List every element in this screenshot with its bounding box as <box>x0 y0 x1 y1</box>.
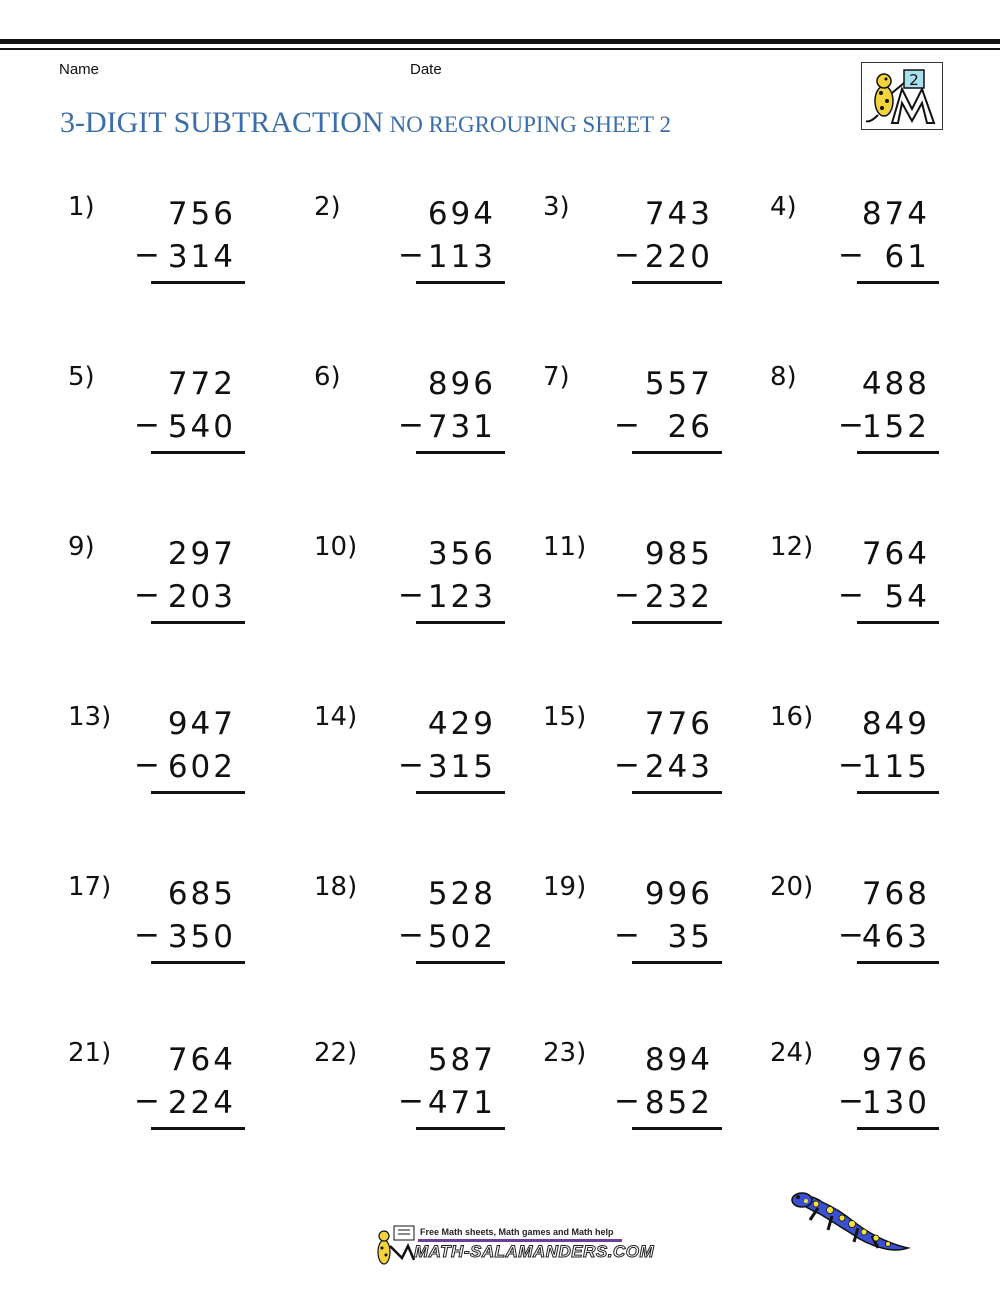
subtrahend: 26 <box>667 409 713 445</box>
header-rule-thin <box>0 48 1000 50</box>
subtrahend: 540 <box>167 409 236 445</box>
minuend: 694 <box>427 196 496 232</box>
problem-number: 2) <box>314 192 341 222</box>
problem-number: 16) <box>770 702 814 732</box>
minus-sign: − <box>398 747 424 783</box>
name-label: Name <box>59 61 100 78</box>
problem-24 <box>0 1038 1000 1148</box>
subtrahend: 315 <box>427 749 496 785</box>
minuend: 764 <box>861 536 930 572</box>
minuend: 764 <box>167 1042 236 1078</box>
logo-badge-number: 2 <box>909 71 919 89</box>
problem-number: 8) <box>770 362 797 392</box>
footer-site-link[interactable]: MATH-SALAMANDERS.COM <box>414 1242 655 1261</box>
minuend: 894 <box>644 1042 713 1078</box>
minuend: 587 <box>427 1042 496 1078</box>
problem-number: 4) <box>770 192 797 222</box>
minus-sign: − <box>398 917 424 953</box>
minus-sign: − <box>398 1083 424 1119</box>
date-label: Date <box>410 61 442 78</box>
problem-number: 20) <box>770 872 814 902</box>
minuend: 874 <box>861 196 930 232</box>
problem-20 <box>0 872 1000 982</box>
minus-sign: − <box>838 577 864 613</box>
minuend: 297 <box>167 536 236 572</box>
minus-sign: − <box>134 1083 160 1119</box>
minus-sign: − <box>838 237 864 273</box>
subtrahend: 224 <box>167 1085 236 1121</box>
subtrahend: 113 <box>427 239 496 275</box>
answer-line <box>857 451 939 454</box>
problem-12 <box>0 532 1000 642</box>
problem-number: 18) <box>314 872 358 902</box>
subtrahend: 232 <box>644 579 713 615</box>
problem-8 <box>0 362 1000 472</box>
subtrahend: 152 <box>861 409 930 445</box>
problem-number: 10) <box>314 532 358 562</box>
problem-number: 15) <box>543 702 587 732</box>
subtrahend: 314 <box>167 239 236 275</box>
minuend: 528 <box>427 876 496 912</box>
problem-number: 1) <box>68 192 95 222</box>
problem-number: 12) <box>770 532 814 562</box>
salamander-mascot-icon <box>788 1188 912 1260</box>
problem-number: 22) <box>314 1038 358 1068</box>
answer-line <box>857 281 939 284</box>
subtrahend: 123 <box>427 579 496 615</box>
subtrahend: 203 <box>167 579 236 615</box>
header-rule-thick <box>0 39 1000 44</box>
subtrahend: 130 <box>861 1085 930 1121</box>
problem-number: 13) <box>68 702 112 732</box>
minus-sign: − <box>614 577 640 613</box>
minuend: 685 <box>167 876 236 912</box>
subtrahend: 115 <box>861 749 930 785</box>
subtrahend: 471 <box>427 1085 496 1121</box>
minus-sign: − <box>838 1083 864 1119</box>
minus-sign: − <box>134 407 160 443</box>
subtrahend: 61 <box>884 239 930 275</box>
subtrahend: 54 <box>884 579 930 615</box>
minuend: 356 <box>427 536 496 572</box>
problem-number: 6) <box>314 362 341 392</box>
answer-line <box>857 621 939 624</box>
subtrahend: 243 <box>644 749 713 785</box>
problem-16 <box>0 702 1000 812</box>
problem-number: 14) <box>314 702 358 732</box>
problem-number: 19) <box>543 872 587 902</box>
problem-number: 17) <box>68 872 112 902</box>
minuend: 756 <box>167 196 236 232</box>
subtrahend: 220 <box>644 239 713 275</box>
problem-number: 24) <box>770 1038 814 1068</box>
minuend: 996 <box>644 876 713 912</box>
footer-tagline: Free Math sheets, Math games and Math help <box>420 1227 614 1237</box>
minus-sign: − <box>614 1083 640 1119</box>
problem-number: 7) <box>543 362 570 392</box>
minuend: 488 <box>861 366 930 402</box>
subtrahend: 502 <box>427 919 496 955</box>
minus-sign: − <box>134 577 160 613</box>
minus-sign: − <box>614 237 640 273</box>
minus-sign: − <box>398 577 424 613</box>
minuend: 896 <box>427 366 496 402</box>
answer-line <box>857 961 939 964</box>
minuend: 429 <box>427 706 496 742</box>
salamander-logo-icon <box>861 62 943 130</box>
problem-4 <box>0 192 1000 302</box>
title-sub: NO REGROUPING SHEET 2 <box>389 112 671 137</box>
minuend: 947 <box>167 706 236 742</box>
minus-sign: − <box>398 237 424 273</box>
problem-number: 5) <box>68 362 95 392</box>
minus-sign: − <box>134 237 160 273</box>
minus-sign: − <box>134 917 160 953</box>
minuend: 772 <box>167 366 236 402</box>
minuend: 768 <box>861 876 930 912</box>
problem-number: 11) <box>543 532 587 562</box>
minus-sign: − <box>398 407 424 443</box>
minuend: 985 <box>644 536 713 572</box>
problem-number: 21) <box>68 1038 112 1068</box>
minuend: 849 <box>861 706 930 742</box>
title-main: 3-DIGIT SUBTRACTION <box>60 106 384 139</box>
minus-sign: − <box>134 747 160 783</box>
answer-line <box>857 791 939 794</box>
minus-sign: − <box>838 407 864 443</box>
minus-sign: − <box>614 747 640 783</box>
minus-sign: − <box>838 917 864 953</box>
minuend: 976 <box>861 1042 930 1078</box>
minuend: 557 <box>644 366 713 402</box>
minus-sign: − <box>838 747 864 783</box>
subtrahend: 35 <box>667 919 713 955</box>
subtrahend: 731 <box>427 409 496 445</box>
subtrahend: 463 <box>861 919 930 955</box>
subtrahend: 350 <box>167 919 236 955</box>
minus-sign: − <box>614 407 640 443</box>
problem-number: 9) <box>68 532 95 562</box>
subtrahend: 602 <box>167 749 236 785</box>
subtrahend: 852 <box>644 1085 713 1121</box>
minuend: 743 <box>644 196 713 232</box>
problem-number: 3) <box>543 192 570 222</box>
minus-sign: − <box>614 917 640 953</box>
problem-number: 23) <box>543 1038 587 1068</box>
page-title <box>60 106 671 140</box>
minuend: 776 <box>644 706 713 742</box>
answer-line <box>857 1127 939 1130</box>
